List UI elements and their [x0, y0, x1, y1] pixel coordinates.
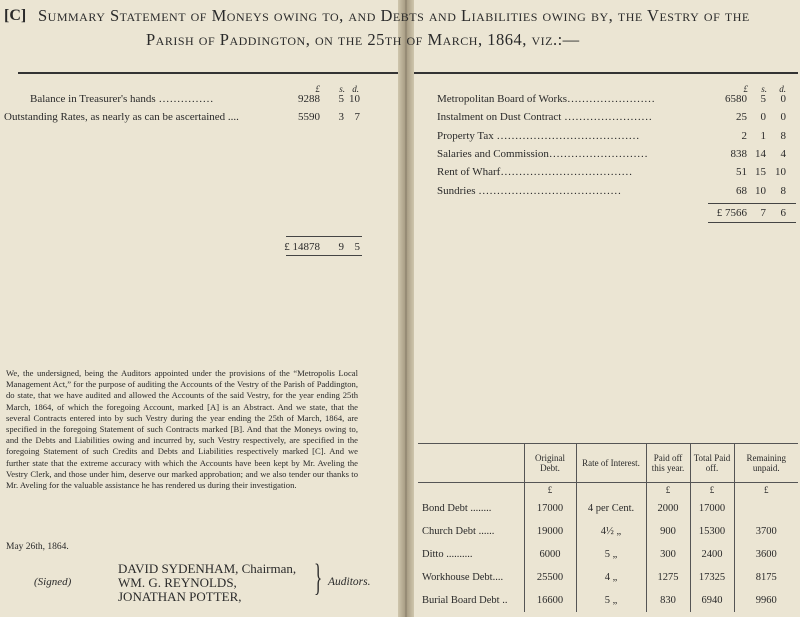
currency-symbol: [576, 483, 646, 498]
paid-this-year: 900: [646, 520, 690, 543]
currency-symbol: £: [646, 483, 690, 498]
assets-total-pence: 5: [354, 241, 360, 253]
header-remaining-unpaid: Remaining unpaid.: [734, 444, 798, 483]
header-rule-right: [414, 72, 798, 74]
table-row: [418, 589, 798, 612]
liability-shillings: 10: [755, 185, 766, 197]
currency-symbol: £: [524, 483, 576, 498]
debt-label: Bond Debt ........: [422, 503, 492, 514]
unit-pound: £: [315, 84, 320, 94]
rate-of-interest: 4 per Cent.: [576, 497, 646, 520]
liabilities-total-rule: [708, 203, 796, 204]
liability-label: Salaries and Commission………………………: [437, 148, 648, 160]
header-paid-off-this-year: Paid off this year.: [646, 444, 690, 483]
header-rate-of-interest: Rate of Interest.: [576, 444, 646, 483]
heading-line1: Summary Statement of Moneys owing to, and Debts and Liabilities owing by, the Vestry of the: [38, 6, 750, 25]
signatory-name: DAVID SYDENHAM, Chairman,: [118, 561, 297, 576]
liabilities-total-pounds: £ 7566: [716, 207, 747, 219]
remaining-unpaid: 9960: [734, 589, 798, 612]
heading-line2: Parish of Paddington, on the 25th of March, 1864, viz.:—: [146, 30, 580, 49]
debt-label: Burial Board Debt ..: [422, 595, 508, 606]
liability-pounds: 6580: [725, 93, 747, 105]
remaining-unpaid: 3700: [734, 520, 798, 543]
table-row: [418, 520, 798, 543]
liability-shillings: 1: [760, 130, 766, 142]
liability-pounds: 25: [736, 111, 747, 123]
original-debt: 17000: [524, 497, 576, 520]
unit-shilling: s.: [761, 84, 767, 94]
unit-shilling: s.: [339, 84, 345, 94]
asset-shillings: 5: [338, 93, 344, 105]
auditors-statement: We, the undersigned, being the Auditors appointed under the provisions of the “Metropolis Local Management Act,” for the purpose of auditing the Accounts of the Vestry of the Parish of Paddington, do state, that we have audited and allowed the Accounts of the said Vestry, for the year ending 25th March, 1864, of which the foregoing Account, marked [A] is an Abstract. And we state, that the several Contracts entered into by such Vestry during the year ending the 25th of March, 1864, are specified in the foregoing Statement of such Contracts marked [B]. And that the Moneys owing to, and the Debts and Liabilities owing and incurred by, such Vestry respectively, are specified in the foregoing Statement of such Credits and Debts and Liabilities respectively marked [C]. And we further state that the extreme accuracy with which the Accounts have been kept by Mr. Aveling the Vestry Clerk, and those under him, deserve our marked approbation; and we also tender our thanks to Mr. Aveling for the valuable assistance he has rendered us during their investigation.: [6, 368, 358, 491]
asset-pounds: 5590: [298, 111, 320, 123]
header-original-debt: Original Debt.: [524, 444, 576, 483]
liabilities-total-pence: 6: [780, 207, 786, 219]
asset-shillings: 3: [338, 111, 344, 123]
liability-pence: 8: [780, 185, 786, 197]
liability-shillings: 14: [755, 148, 766, 160]
header-total-paid-off: Total Paid off.: [690, 444, 734, 483]
asset-pounds: 9288: [298, 93, 320, 105]
paid-this-year: 1275: [646, 566, 690, 589]
liability-label: Property Tax …………………………………: [437, 130, 640, 142]
original-debt: 25500: [524, 566, 576, 589]
signed-label: (Signed): [34, 576, 72, 588]
paid-this-year: 830: [646, 589, 690, 612]
table-row: [418, 497, 798, 520]
liability-pounds: 2: [741, 130, 747, 142]
liability-shillings: 15: [755, 166, 766, 178]
auditors-role: Auditors.: [328, 576, 371, 588]
liabilities-total-shillings: 7: [760, 207, 766, 219]
assets-total-rule: [286, 236, 362, 237]
liability-label: Rent of Wharf………………………………: [437, 166, 633, 178]
liability-pence: 0: [780, 93, 786, 105]
assets-total-pounds: £ 14878: [284, 241, 320, 253]
section-mark: [C]: [4, 7, 27, 24]
unit-pence: d.: [779, 84, 786, 94]
table-row: [418, 566, 798, 589]
rate-of-interest: 5 „: [576, 589, 646, 612]
rate-of-interest: 4½ „: [576, 520, 646, 543]
liability-pounds: 68: [736, 185, 747, 197]
liability-pence: 0: [780, 111, 786, 123]
remaining-unpaid: 3600: [734, 543, 798, 566]
paid-this-year: 2000: [646, 497, 690, 520]
original-debt: 19000: [524, 520, 576, 543]
liability-shillings: 0: [760, 111, 766, 123]
liability-pounds: 838: [730, 148, 747, 160]
assets-total-underline: [286, 255, 362, 256]
liability-label: Instalment on Dust Contract ……………………: [437, 111, 653, 123]
currency-symbol: £: [734, 483, 798, 498]
table-row: [418, 543, 798, 566]
liability-shillings: 5: [760, 93, 766, 105]
currency-symbol: £: [690, 483, 734, 498]
total-paid-off: 17325: [690, 566, 734, 589]
remaining-unpaid: [734, 497, 798, 520]
paid-this-year: 300: [646, 543, 690, 566]
asset-label: Balance in Treasurer's hands ……………: [30, 93, 214, 105]
table-corner: [418, 444, 524, 483]
signatory-name: JONATHAN POTTER,: [118, 589, 242, 604]
asset-pence: 7: [354, 111, 360, 123]
liability-pounds: 51: [736, 166, 747, 178]
liability-pence: 4: [780, 148, 786, 160]
total-paid-off: 6940: [690, 589, 734, 612]
assets-total-shillings: 9: [338, 241, 344, 253]
total-paid-off: 2400: [690, 543, 734, 566]
page-gutter: [398, 0, 414, 617]
original-debt: 6000: [524, 543, 576, 566]
debt-label: Workhouse Debt....: [422, 572, 504, 583]
asset-pence: 10: [349, 93, 360, 105]
liability-label: Sundries …………………………………: [437, 185, 622, 197]
liability-pence: 8: [780, 130, 786, 142]
liability-pence: 10: [775, 166, 786, 178]
signature-brace: }: [314, 557, 323, 599]
total-paid-off: 15300: [690, 520, 734, 543]
statement-date: May 26th, 1864.: [6, 542, 69, 552]
unit-pence: d.: [352, 84, 359, 94]
signatory-name: WM. G. REYNOLDS,: [118, 575, 237, 590]
remaining-unpaid: 8175: [734, 566, 798, 589]
rate-of-interest: 5 „: [576, 543, 646, 566]
rate-of-interest: 4 „: [576, 566, 646, 589]
debt-label: Church Debt ......: [422, 526, 495, 537]
debt-table: [418, 443, 798, 612]
liability-label: Metropolitan Board of Works……………………: [437, 93, 655, 105]
unit-pound: £: [743, 84, 748, 94]
original-debt: 16600: [524, 589, 576, 612]
liabilities-total-underline: [708, 222, 796, 223]
debt-label: Ditto ..........: [422, 549, 473, 560]
asset-label: Outstanding Rates, as nearly as can be ascertained ....: [4, 111, 239, 123]
total-paid-off: 17000: [690, 497, 734, 520]
header-rule-left: [18, 72, 398, 74]
